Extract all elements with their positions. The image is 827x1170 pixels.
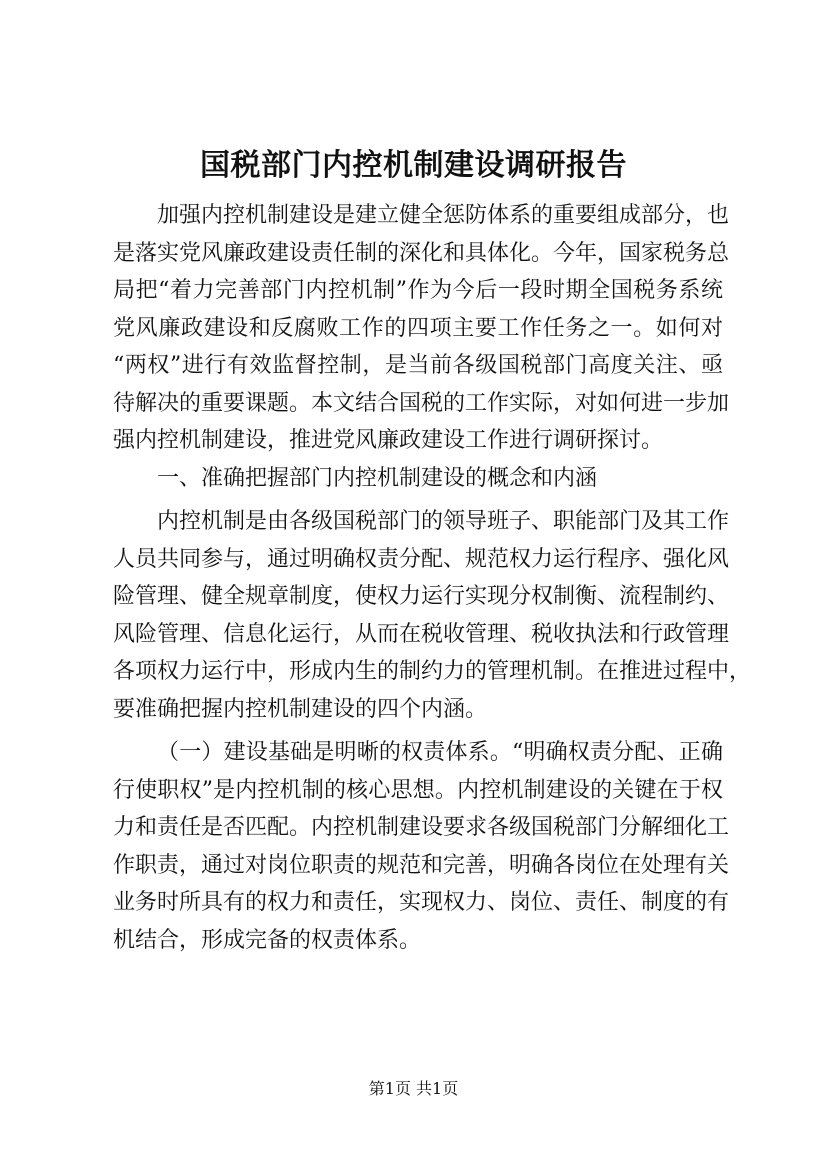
page-footer: 第1页 共1页 [368,1079,459,1098]
section-heading [113,460,723,498]
text-line: 行使职权”是内控机制的核心思想。内控机制建设的关键在于权 [113,777,723,803]
document-title: 国税部门内控机制建设调研报告 [200,148,627,183]
text-line: 人员共同参与，通过明确权责分配、规范权力运行程序、强化风 [113,546,730,572]
text-line: 是落实党风廉政建设责任制的深化和具体化。今年，国家税务总 [113,240,730,266]
text-line: 力和责任是否匹配。内控机制建设要求各级国税部门分解细化工 [113,815,730,840]
text-line: 内控机制是由各级国税部门的领导班子、职能部门及其工作 [157,509,730,534]
text-line: 各项权力运行中，形成内生的制约力的管理机制。在推进过程中， [113,659,752,684]
paragraph-definition [113,503,752,728]
text-line: 强内控机制建设，推进党风廉政建设工作进行调研探讨。 [113,428,664,453]
text-line: 机结合，形成完备的权责体系。 [113,927,422,953]
text-line: 局把“着力完善部门内控机制”作为今后一段时期全国税务系统 [113,278,723,303]
paragraph-section-one [113,734,730,959]
text-line: 待解决的重要课题。本文结合国税的工作实际，对如何进一步加 [113,390,730,416]
text-line: 风险管理、信息化运行，从而在税收管理、税收执法和行政管理 [113,621,730,647]
paragraph-intro [113,197,730,460]
document-body [113,197,752,959]
text-line: 险管理、健全规章制度，使权力运行实现分权制衡、流程制约、 [113,584,730,609]
text-line: 要准确把握内控机制建设的四个内涵。 [113,696,488,722]
text-line: （一）建设基础是明晰的权责体系。“明确权责分配、正确 [157,740,723,765]
heading-line: 一、准确把握部门内控机制建设的概念和内涵 [157,465,598,491]
text-line: 党风廉政建设和反腐败工作的四项主要工作任务之一。如何对 [113,315,723,341]
text-line: 作职责，通过对岗位职责的规范和完善，明确各岗位在处理有关 [113,852,730,878]
text-line: 业务时所具有的权力和责任，实现权力、岗位、责任、制度的有 [113,890,730,915]
text-line: “两权”进行有效监督控制，是当前各级国税部门高度关注、亟 [113,353,723,378]
text-line: 加强内控机制建设是建立健全惩防体系的重要组成部分，也 [157,203,730,228]
